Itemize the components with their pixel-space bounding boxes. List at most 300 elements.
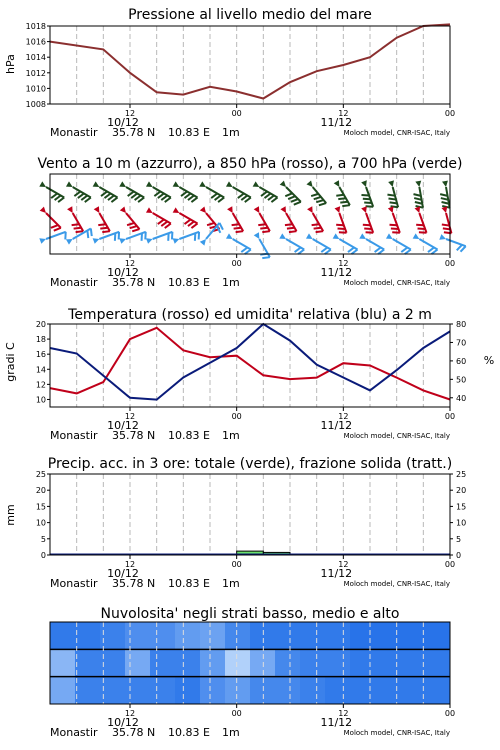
wind-barb-feather (85, 198, 91, 203)
wind-barb-feather (91, 229, 92, 237)
y-tick-label: 80 (456, 320, 467, 329)
wind-barb-feather (291, 199, 298, 202)
wind-barb-head (254, 206, 260, 213)
wind-barb-head (386, 233, 393, 239)
station-alt: 1m (222, 429, 240, 442)
wind-barb (146, 232, 172, 244)
wind-barb (146, 207, 171, 228)
date-label: 10/12 (107, 567, 139, 580)
pressure-line (50, 24, 450, 98)
x-tick-label: 00 (444, 709, 456, 718)
wind-barb-feather (245, 250, 251, 255)
wind-barb-feather (261, 192, 267, 197)
y-tick-label: 5 (456, 534, 462, 544)
wind-barb-feather (100, 228, 108, 229)
wind-barb-feather (457, 245, 462, 251)
x-tick-label: 00 (231, 560, 242, 569)
wind-barb-feather (78, 194, 84, 199)
wind-barb-head (333, 233, 340, 239)
wind-barb-feather (181, 192, 187, 197)
cloud-cell (75, 677, 101, 704)
cloud-cell (125, 622, 151, 649)
date-label: 11/12 (320, 419, 353, 432)
wind-barb-feather (375, 248, 381, 253)
cloud-cell (150, 677, 176, 704)
cloud-cell (50, 622, 76, 649)
wind-barb-feather (184, 220, 190, 225)
cloud-cell (50, 677, 76, 704)
pressure-series (50, 24, 450, 98)
y-tick-label: 25 (35, 470, 46, 479)
y-tick-label: 15 (456, 502, 467, 512)
precip-ylabel: mm (4, 504, 17, 526)
wind-barb (173, 232, 199, 244)
x-tick-label: 00 (231, 412, 242, 421)
wind-barb-shaft (233, 239, 251, 250)
wind-barb (199, 181, 224, 202)
cloud-cell (350, 622, 376, 649)
wind-barb-feather (207, 223, 214, 225)
wind-barb-head (199, 181, 206, 187)
humidity-ylabel: % (483, 354, 495, 367)
wind-barb-head (93, 181, 100, 187)
y-tick-label: 60 (456, 356, 467, 366)
cloud-cell (175, 622, 201, 649)
wind-barb-head (361, 206, 367, 213)
wind-barb-feather (321, 248, 327, 253)
wind-barb-feather (158, 194, 164, 199)
wind-barb-feather (340, 202, 348, 203)
wind-barb (200, 223, 223, 246)
station-lon: 10.83 E (168, 276, 210, 289)
wind-barb-head (254, 232, 260, 239)
y-tick-label: 70 (456, 338, 467, 348)
wind-barb (66, 181, 91, 202)
wind-barb (119, 181, 144, 202)
wind-barb-feather (241, 248, 247, 253)
wind-barb-feather (319, 203, 326, 205)
wind-barb-feather (130, 226, 137, 228)
wind-barb (93, 181, 118, 202)
cloud-cell (325, 622, 351, 649)
wind-barb-feather (184, 194, 190, 199)
wind-barb-feather (258, 224, 266, 225)
station-lon: 10.83 E (168, 429, 210, 442)
y-tick-label: 10 (35, 395, 46, 405)
wind-barb (361, 206, 373, 232)
wind-barb-head (39, 181, 46, 187)
wind-barb-feather (211, 194, 217, 199)
wind-barb-feather (55, 196, 61, 201)
wind-barb-head (173, 238, 180, 244)
wind-barb-feather (98, 224, 106, 225)
x-tick-label: 12 (124, 259, 136, 268)
wind-barb (39, 232, 65, 244)
wind-barb-head (306, 233, 313, 239)
wind-barb-head (439, 234, 446, 240)
wind-barb-feather (74, 192, 80, 197)
precip-bars (50, 551, 450, 555)
wind-barb (119, 232, 145, 244)
x-tick-label: 00 (231, 109, 242, 118)
x-tick-label: 12 (124, 560, 136, 569)
cloud-cell (400, 622, 426, 649)
wind-barb (94, 206, 110, 232)
y-tick-label: 18 (35, 335, 46, 345)
wind-barb (440, 181, 449, 208)
station-alt: 1m (222, 726, 240, 739)
wind-barb-head (359, 233, 366, 239)
wind-barb-feather (154, 192, 160, 197)
wind-barb-head (120, 207, 126, 214)
wind-barb-feather (260, 228, 268, 229)
wind-barb-head (119, 238, 126, 244)
wind-barb-shaft (393, 239, 411, 250)
station-name: Monastir (50, 429, 98, 442)
x-tick-label: 12 (124, 412, 136, 421)
cloud-cell (75, 622, 101, 649)
wind-barb-feather (461, 246, 466, 252)
cloud-cell (250, 622, 276, 649)
precip-yticks-right (450, 470, 466, 560)
y-tick-label: 20 (35, 486, 46, 496)
wind-barb-feather (311, 194, 318, 196)
wind-barb-feather (111, 198, 117, 203)
wind-barb-feather (336, 195, 344, 196)
y-tick-label: 1014 (25, 53, 46, 63)
cloud-title: Nuvolosita' negli strati basso, medio e alto (100, 606, 400, 622)
wind-barb-feather (405, 250, 411, 255)
y-tick-label: 0 (456, 551, 462, 560)
wind-barb-feather (219, 223, 222, 230)
cloud-cell (325, 677, 351, 704)
model-credit: Moloch model, CNR-ISAC, Italy (343, 729, 450, 737)
wind-barb-feather (58, 198, 64, 203)
wind-barb-feather (165, 198, 171, 203)
wind-barb-head (388, 180, 394, 187)
wind-barb-feather (218, 198, 224, 203)
wind-barb-feather (388, 198, 396, 199)
x-tick-label: 12 (338, 560, 349, 569)
wind-barb (280, 206, 296, 232)
wind-barb-shaft (286, 239, 304, 250)
wind-barb (333, 233, 358, 254)
y-tick-label: 10 (456, 518, 467, 528)
wind-barb-head (146, 238, 153, 244)
wind-barb-feather (443, 228, 451, 229)
cloud-cell (150, 622, 176, 649)
wind-barb-feather (262, 257, 270, 258)
wind-barb-feather (238, 194, 244, 199)
station-name: Monastir (50, 726, 98, 739)
wind-barb (39, 181, 64, 202)
wind-barb (226, 181, 251, 202)
cloud-cell (275, 622, 301, 649)
wind-barb-feather (241, 196, 247, 201)
y-tick-label: 0 (40, 551, 46, 560)
wind-barb-feather (285, 224, 293, 225)
wind-barb (359, 233, 384, 254)
wind-barb (67, 206, 83, 232)
wind-barb-feather (285, 193, 292, 196)
wind-barb (253, 181, 278, 202)
wind-barb-head (388, 206, 394, 213)
wind-barb-feather (428, 248, 434, 253)
precip-frame (50, 474, 450, 555)
cloud-cell (425, 677, 451, 704)
wind-barb (279, 233, 304, 254)
wind-panel (37, 156, 465, 289)
cloud-cell (225, 649, 251, 676)
wind-barb-feather (101, 192, 107, 197)
wind-frame (50, 174, 450, 254)
wind-barb-shaft (46, 213, 61, 228)
wind-barb-shaft (366, 239, 384, 250)
cloud-cell (300, 677, 326, 704)
date-label: 10/12 (107, 419, 139, 432)
cloud-cell (300, 622, 326, 649)
cloud-cell (125, 677, 151, 704)
wind-barb-head (67, 206, 73, 213)
x-tick-label: 00 (444, 412, 456, 421)
wind-barb-feather (102, 231, 110, 232)
wind-barb-feather (401, 248, 407, 253)
cloud-cell (350, 649, 376, 676)
wind-barb-head (361, 180, 367, 187)
cloud-cell (125, 649, 151, 676)
wind-barb-feather (108, 196, 114, 201)
wind-barb-feather (232, 224, 240, 225)
wind-barb (93, 232, 119, 244)
cloud-xticks (125, 704, 455, 718)
wind-barb (306, 233, 331, 254)
date-label: 11/12 (320, 116, 353, 129)
wind-barb-feather (314, 197, 321, 199)
wind-barb-head (442, 206, 448, 213)
cloud-cell (225, 622, 251, 649)
wind-barb (386, 233, 411, 254)
wind-barb-head (280, 206, 286, 213)
wind-barb-head (306, 181, 312, 188)
wind-barb-head (226, 181, 233, 187)
wind-barb-head (413, 233, 420, 239)
date-label: 11/12 (320, 266, 353, 279)
wind-barb (254, 206, 270, 232)
wind-barb-feather (128, 192, 134, 197)
cloud-panel (50, 606, 455, 739)
wind-barb-feather (188, 222, 194, 227)
wind-barb-head (280, 181, 286, 187)
x-tick-label: 00 (444, 560, 456, 569)
wind-barb-feather (348, 248, 354, 253)
precip-yticks (36, 470, 50, 560)
wind-barb (361, 180, 373, 206)
cloud-cell (75, 649, 101, 676)
cloud-cell (250, 677, 276, 704)
y-tick-label: 20 (456, 486, 467, 496)
wind-barb-feather (81, 196, 87, 201)
station-lat: 35.78 N (112, 429, 156, 442)
pressure-xticks (125, 104, 455, 118)
x-tick-label: 12 (338, 109, 349, 118)
y-tick-label: 10 (35, 518, 46, 528)
wind-barb-shaft (393, 187, 398, 207)
wind-barb-head (66, 239, 73, 245)
cloud-cell (300, 649, 326, 676)
wind-barb-head (146, 207, 153, 213)
y-tick-label: 1016 (25, 37, 46, 47)
wind-barb-head (66, 181, 73, 187)
wind-barb-head (173, 207, 180, 213)
wind-barb-head (442, 181, 448, 187)
wind-barb-feather (135, 196, 141, 201)
cloud-cell (200, 649, 226, 676)
wind-barb (335, 206, 347, 232)
temperature-series (50, 324, 450, 400)
wind-barb (173, 207, 198, 228)
wind-barb-head (39, 238, 46, 244)
temperature-title: Temperatura (rosso) ed umidita' relativa (blu) a 2 m (68, 307, 432, 323)
x-tick-label: 12 (124, 709, 136, 718)
wind-barb-shaft (446, 187, 450, 208)
y-tick-label: 1010 (25, 84, 46, 94)
date-label: 11/12 (320, 567, 353, 580)
cloud-cell (50, 649, 76, 676)
cloud-cell (325, 649, 351, 676)
wind-barb (415, 206, 427, 232)
wind-barb (388, 206, 400, 232)
wind-barb-shaft (446, 213, 451, 233)
cloud-cell (175, 677, 201, 704)
wind-barb-feather (161, 196, 167, 201)
wind-barb-feather (342, 205, 350, 206)
wind-barb-feather (51, 225, 58, 228)
x-tick-label: 12 (338, 412, 349, 421)
wind-barb-head (94, 206, 100, 213)
wind-barb-feather (387, 195, 395, 196)
wind-barb-feather (132, 229, 139, 231)
wind-barb-feather (351, 250, 357, 255)
temperature-panel (4, 307, 494, 442)
model-credit: Moloch model, CNR-ISAC, Italy (343, 580, 450, 588)
humidity-line (50, 324, 450, 400)
x-tick-label: 00 (444, 109, 456, 118)
wind-barb-feather (316, 200, 323, 202)
wind-barb-feather (72, 224, 80, 225)
wind-barb-feather (262, 231, 270, 232)
wind-barb-shaft (46, 232, 66, 239)
wind-barb-feather (188, 196, 194, 201)
wind-barb-head (415, 181, 421, 187)
wind-barb-head (307, 206, 313, 213)
wind-barb-feather (325, 250, 331, 255)
wind-barb-head (200, 207, 206, 214)
wind-barb-feather (131, 194, 137, 199)
wind-title: Vento a 10 m (azzurro), a 850 hPa (rosso), a 700 hPa (verde) (37, 156, 463, 172)
wind-barb-feather (74, 228, 82, 229)
station-alt: 1m (222, 577, 240, 590)
wind-barb-feather (165, 224, 171, 229)
wind-barb-feather (264, 194, 270, 199)
wind-barb-feather (314, 228, 322, 229)
cloud-cell (200, 677, 226, 704)
date-label: 10/12 (107, 266, 139, 279)
cloud-cell (425, 622, 451, 649)
cloud-cell (350, 677, 376, 704)
date-label: 11/12 (320, 716, 353, 729)
y-tick-label: 5 (40, 534, 46, 544)
wind-barb-shaft (339, 239, 357, 250)
wind-barb-feather (158, 220, 164, 225)
wind-barb-head (253, 181, 260, 187)
wind-barb (173, 181, 198, 202)
wind-barb-feather (234, 228, 242, 229)
station-lat: 35.78 N (112, 577, 156, 590)
wind-barb (226, 233, 251, 254)
wind-barb (334, 180, 350, 206)
wind-barb-feather (51, 194, 57, 199)
station-alt: 1m (222, 276, 240, 289)
wind-barb-feather (191, 224, 197, 229)
model-credit: Moloch model, CNR-ISAC, Italy (343, 432, 450, 440)
precip-xticks (125, 555, 455, 569)
y-tick-label: 25 (456, 470, 467, 479)
temperature-line (50, 328, 450, 400)
y-tick-label: 50 (456, 375, 467, 385)
wind-barb-feather (104, 194, 110, 199)
x-tick-label: 12 (338, 259, 349, 268)
wind-barb-feather (312, 224, 320, 225)
wind-barb-feather (138, 198, 144, 203)
wind-barb-head (335, 206, 341, 213)
wind-barb-feather (316, 231, 324, 232)
y-tick-label: 14 (35, 365, 46, 375)
wind-barb-shaft (313, 239, 331, 250)
wind-barb-feather (390, 202, 398, 203)
model-credit: Moloch model, CNR-ISAC, Italy (343, 129, 450, 137)
cloud-cell (275, 677, 301, 704)
temperature-xticks (125, 407, 455, 421)
wind-barb-shaft (446, 239, 466, 246)
pressure-grid (77, 26, 424, 104)
wind-barb (146, 181, 171, 202)
wind-xticks (125, 254, 455, 268)
temperature-ylabel: gradi C (4, 342, 17, 382)
y-tick-label: 1008 (25, 100, 46, 109)
wind-barb-feather (298, 250, 304, 255)
cloud-cell (425, 649, 451, 676)
wind-barb-head (226, 233, 233, 239)
y-tick-label: 1018 (25, 22, 46, 31)
station-name: Monastir (50, 276, 98, 289)
precip-panel (4, 456, 466, 590)
cloud-cell (250, 649, 276, 676)
x-tick-label: 12 (124, 109, 136, 118)
x-tick-label: 00 (444, 259, 456, 268)
y-tick-label: 20 (35, 320, 46, 329)
date-label: 10/12 (107, 116, 139, 129)
wind-barb-feather (431, 250, 437, 255)
wind-barb-feather (271, 198, 277, 203)
y-tick-label: 1012 (25, 68, 46, 78)
wind-barb-head (227, 206, 233, 213)
wind-barb-feather (289, 231, 297, 232)
wind-barb-shaft (419, 239, 437, 250)
station-lat: 35.78 N (112, 126, 156, 139)
cloud-cell (200, 622, 226, 649)
temperature-yticks (36, 320, 50, 404)
station-alt: 1m (222, 126, 240, 139)
